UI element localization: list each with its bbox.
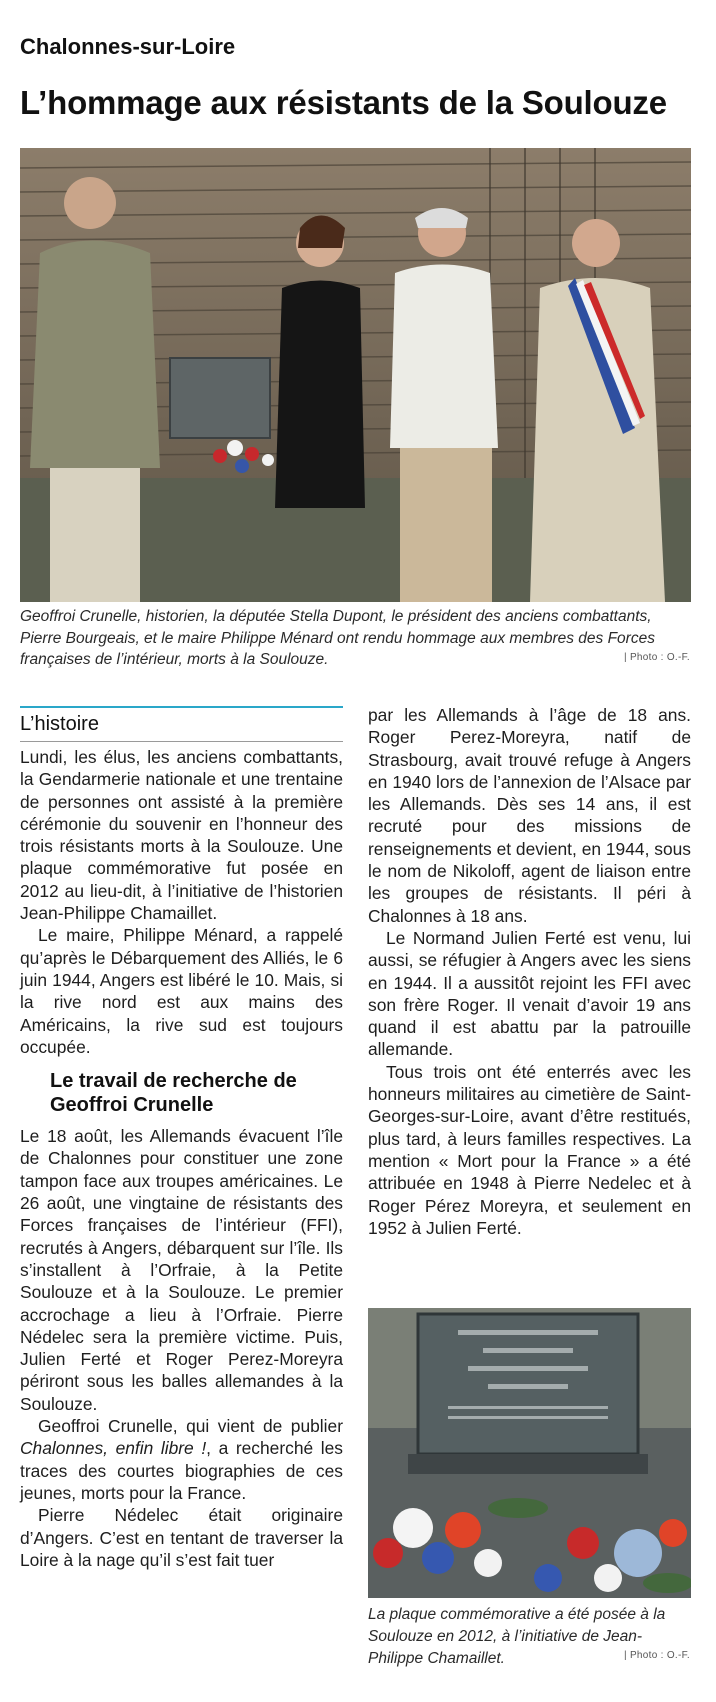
photo-caption-text: Geoffroi Crunelle, historien, la députée Stella Dupont, le président des anciens combattants, Pierre Bourgeais, et le maire Philippe Ménard ont rendu hommage aux membres des Forces françaises de l’intérieur, morts à la Soulouze. — [20, 608, 655, 668]
article-kicker: Chalonnes-sur-Loire — [20, 34, 236, 59]
paragraph-4-end: , a recherché les traces des courtes biographies de ces jeunes, morts pour la France. — [20, 1438, 343, 1503]
paragraph-4-start: Geoffroi Crunelle, qui vient de publier — [38, 1416, 343, 1437]
article-headline: L’hommage aux résistants de la Soulouze — [20, 84, 667, 121]
paragraph-8: Tous trois ont été enterrés avec les honneurs militaires au cimetière de Saint-Georges-sur-Loire, avant d’être restitués, plus tard, à leurs familles respectives. La mention « Mort pour la France » a été attribuée en 1948 à Pierre Nedelec et à Roger Pérez Moreyra, et seulement en 1952 à Julien Ferté. — [368, 1061, 691, 1238]
paragraph-7: Le Normand Julien Ferté est venu, lui aussi, se réfugier à Angers avec les siens en 1944. Il a aussitôt rejoint les FFI avec son frère Roger. Il venait d’avoir 19 ans quand il est abattu par la patrouille allemande. — [368, 927, 691, 1060]
plaque-credit: | Photo : O.-F. — [623, 1650, 690, 1661]
paragraph-3: Le 18 août, les Allemands évacuent l’île de Chalonnes pour constituer une zone tampon face aux troupes américaines. Le 26 août, une vingtaine de résistants des Forces françaises de l’intérieur (FFI), recrutés à Angers, débarquent sur l’île. Ils s’installent à l’Orfraie, à la Petite Soulouze et à la Soulouze. Le premier accrochage a lieu à l’Orfraie. Pierre Nédelec sera la première victime. Puis, Julien Ferté et Roger Perez-Moreyra périront sous les balles allemandes à la Soulouze. — [20, 1126, 343, 1414]
article-column-left — [20, 704, 343, 1571]
photo-caption — [20, 606, 696, 671]
book-title: Chalonnes, enfin libre ! — [20, 1438, 207, 1459]
plaque-photo-illustration — [368, 1308, 691, 1598]
ceremony-photo — [20, 148, 691, 602]
plaque-photo — [368, 1308, 691, 1598]
paragraph-6: par les Allemands à l’âge de 18 ans. Roger Perez-Moreyra, natif de Strasbourg, avait trouvé refuge à Angers en 1940 lors de l’annexion de l’Alsace par les Allemands. Dès ses 14 ans, il est recruté pour des missions de renseignements et devient, en 1944, sous le nom de Nikoloff, agent de liaison entre les groupes de résistants. Il péri à Chalonnes à 18 ans. — [368, 705, 691, 926]
plaque-caption — [368, 1604, 696, 1670]
photo-credit: | Photo : O.-F. — [623, 652, 690, 663]
paragraph-1: Lundi, les élus, les anciens combattants, la Gendarmerie nationale et une trentaine de personnes ont assisté à la première cérémonie du souvenir en l’honneur des trois résistants morts à la Soulouze. Une plaque commémorative fut posée en 2012 au lieu-dit, à l’initiative de l’historien Jean-Philippe Chamaillet. — [20, 747, 343, 924]
article-subhead: Le travail de recherche de Geoffroi Crunelle — [50, 1070, 297, 1117]
section-title: L’histoire — [20, 708, 343, 742]
paragraph-4 — [20, 1415, 343, 1504]
paragraph-2: Le maire, Philippe Ménard, a rappelé qu’après le Débarquement des Alliés, le 6 juin 1944, Angers est libéré le 10. Mais, si la rive nord est aux mains des Américains, la rive sud est toujours occupée. — [20, 925, 343, 1057]
ceremony-photo-illustration — [20, 148, 691, 602]
article-column-right — [368, 704, 691, 1239]
paragraph-5: Pierre Nédelec était originaire d’Angers. C’est en tentant de traverser la Loire à la nage qu’il s’est fait tuer — [20, 1505, 343, 1570]
plaque-caption-text: La plaque commémorative a été posée à la Soulouze en 2012, à l’initiative de Jean-Philippe Chamaillet. — [368, 1606, 666, 1667]
